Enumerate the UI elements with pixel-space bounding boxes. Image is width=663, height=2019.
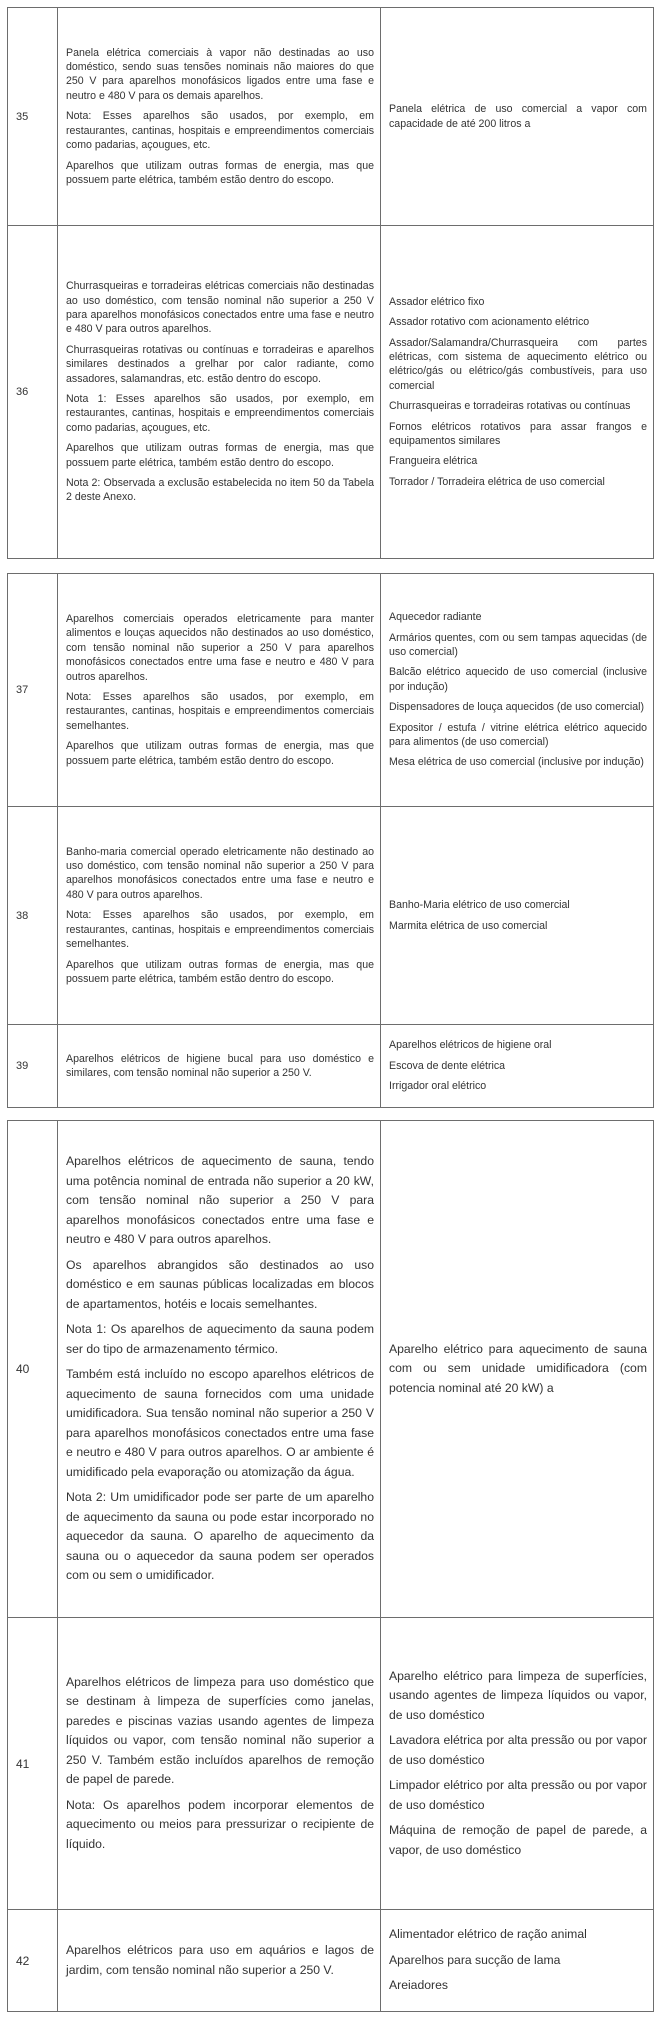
description-paragraph: Também está incluído no escopo aparelhos elétricos de aquecimento de sauna fornecidos com uma unidade umidificadora. Sua tensão nominal não superior a 250 V para aparelhos monofásicos conectados entre uma fase e neutro e 480 V para outros aparelhos. O ar ambiente é umidificado pela evaporação ou atomização da água. <box>66 1367 374 1479</box>
description-note: Nota 1: Os aparelhos de aquecimento da sauna podem ser do tipo de armazenamento térmico. <box>66 1322 374 1356</box>
item-description <box>58 1618 381 1909</box>
item-number: 35 <box>8 8 58 225</box>
product-entry: Marmita elétrica de uso comercial <box>389 919 548 932</box>
item-products <box>381 8 653 225</box>
item-number: 42 <box>8 1910 58 2011</box>
description-paragraph: Churrasqueiras rotativas ou contínuas e torradeiras e aparelhos similares destinados a grelhar por calor radiante, como assadores, salamandras, etc. estão dentro do escopo. <box>66 343 374 385</box>
description-note: Nota 2: Observada a exclusão estabelecida no item 50 da Tabela 2 deste Anexo. <box>66 477 374 504</box>
item-products <box>381 1618 653 1909</box>
description-note: Nota 1: Esses aparelhos são usados, por exemplo, em restaurantes, cantinas, hospitais e empreendimentos comerciais como padarias, açougues, etc. <box>66 393 374 434</box>
description-paragraph: Panela elétrica comerciais à vapor não destinadas ao uso doméstico, sendo suas tensões nominais não maiores do que 250 V para aparelhos monofásicos ligados entre uma fase e neutro e 480 V para os demais aparelhos. <box>66 46 374 102</box>
item-products <box>381 807 653 1024</box>
item-description <box>58 807 381 1024</box>
product-entry: Assador/Salamandra/Churrasqueira com partes elétricas, com sistema de aquecimento elétrico ou elétrico/gás ou elétrico/gás combustíveis, para uso comercial <box>389 336 647 392</box>
product-entry: Mesa elétrica de uso comercial (inclusive por indução) <box>389 756 644 769</box>
product-entry: Máquina de remoção de papel de parede, a vapor, de uso doméstico <box>389 1823 647 1857</box>
product-entry: Assador rotativo com acionamento elétrico <box>389 316 590 329</box>
table-block-2 <box>7 573 654 1108</box>
product-entry: Aparelhos elétricos de higiene oral <box>389 1039 552 1052</box>
item-products <box>381 1025 653 1107</box>
description-note: Nota: Os aparelhos podem incorporar elementos de aquecimento ou meios para pressurizar o recipiente de líquido. <box>66 1797 374 1851</box>
product-entry: Banho-Maria elétrico de uso comercial <box>389 899 570 912</box>
description-paragraph: Aparelhos elétricos de aquecimento de sauna, tendo uma potência nominal de entrada não superior a 20 kW, com tensão nominal não superior a 250 V para aparelhos monofásicos conectados entre uma fase e neutro e 480 V para outros aparelhos. <box>66 1154 374 1247</box>
item-number: 40 <box>8 1121 58 1617</box>
description-note: Nota: Esses aparelhos são usados, por exemplo, em restaurantes, cantinas, hospitais e empreendimentos comerciais semelhantes. <box>66 691 374 732</box>
table-row-38 <box>8 806 653 1024</box>
item-products <box>381 574 653 806</box>
item-description <box>58 1910 381 2011</box>
table-row-36 <box>8 225 653 558</box>
product-entry: Fornos elétricos rotativos para assar frangos e equipamentos similares <box>389 420 647 448</box>
product-entry: Limpador elétrico por alta pressão ou por vapor de uso doméstico <box>389 1778 647 1812</box>
description-paragraph: Os aparelhos abrangidos são destinados ao uso doméstico e em saunas públicas localizadas em blocos de apartamentos, hotéis e locais semelhantes. <box>66 1257 374 1311</box>
item-number: 38 <box>8 807 58 1024</box>
item-number: 37 <box>8 574 58 806</box>
description-paragraph: Aparelhos elétricos de limpeza para uso doméstico que se destinam à limpeza de superfícies como janelas, paredes e piscinas vazias usando agentes de limpeza líquidos ou vapor, com tensão nominal não superior a 250 V. Também estão incluídos aparelhos de remoção de papel de parede. <box>66 1674 374 1787</box>
description-paragraph: Aparelhos que utilizam outras formas de energia, mas que possuem parte elétrica, também estão dentro do escopo. <box>66 740 374 767</box>
description-paragraph: Aparelhos comerciais operados eletricamente para manter alimentos e louças aquecidos não destinados ao uso doméstico, com tensão nominal não superior a 250 V para aparelhos monofásicos conectados entre uma fase e neutro e 480 V para outros aparelhos. <box>66 612 374 683</box>
description-paragraph: Aparelhos elétricos para uso em aquários e lagos de jardim, com tensão nominal não superior a 250 V. <box>66 1943 374 1977</box>
description-note: Nota: Esses aparelhos são usados, por exemplo, em restaurantes, cantinas, hospitais e empreendimentos comerciais como padarias, açougues, etc. <box>66 110 374 152</box>
product-entry: Aparelhos para sucção de lama <box>389 1952 561 1967</box>
description-paragraph: Aparelhos que utilizam outras formas de energia, mas que possuem parte elétrica, também estão dentro do escopo. <box>66 159 374 186</box>
product-entry: Aquecedor radiante <box>389 611 482 624</box>
table-row-42 <box>8 1909 653 2011</box>
product-entry: Lavadora elétrica por alta pressão ou por vapor de uso doméstico <box>389 1733 647 1767</box>
item-number: 41 <box>8 1618 58 1909</box>
table-row-39 <box>8 1024 653 1107</box>
product-entry: Aparelho elétrico para limpeza de superfícies, usando agentes de limpeza líquidos ou vapor, de uso doméstico <box>389 1668 647 1722</box>
table-block-3 <box>7 1120 654 2012</box>
product-entry: Frangueira elétrica <box>389 455 478 468</box>
product-entry: Irrigador oral elétrico <box>389 1080 487 1093</box>
product-entry: Alimentador elétrico de ração animal <box>389 1927 587 1942</box>
item-number: 36 <box>8 226 58 558</box>
product-entry: Dispensadores de louça aquecidos (de uso comercial) <box>389 701 644 714</box>
item-description <box>58 226 381 558</box>
product-entry: Areiadores <box>389 1978 448 1993</box>
item-description <box>58 8 381 225</box>
table-row-37 <box>8 574 653 806</box>
product-entry: Balcão elétrico aquecido de uso comercial (inclusive por indução) <box>389 666 647 693</box>
description-paragraph: Churrasqueiras e torradeiras elétricas comerciais não destinadas ao uso doméstico, com tensão nominal não superior a 250 V para aparelhos monofásicos conectados entre uma fase e neutro e 480 V para outros aparelhos. <box>66 280 374 336</box>
table-row-40 <box>8 1121 653 1617</box>
description-paragraph: Aparelhos que utilizam outras formas de energia, mas que possuem parte elétrica, também estão dentro do escopo. <box>66 442 374 469</box>
description-paragraph: Aparelhos que utilizam outras formas de energia, mas que possuem parte elétrica, também estão dentro do escopo. <box>66 958 374 985</box>
table-block-1 <box>7 7 654 559</box>
table-row-41 <box>8 1617 653 1909</box>
item-number: 39 <box>8 1025 58 1107</box>
product-entry: Armários quentes, com ou sem tampas aquecidas (de uso comercial) <box>389 631 647 658</box>
description-paragraph: Aparelhos elétricos de higiene bucal para uso doméstico e similares, com tensão nominal não superior a 250 V. <box>66 1052 374 1079</box>
product-entry: Panela elétrica de uso comercial a vapor com capacidade de até 200 litros a <box>389 103 647 130</box>
product-entry: Escova de dente elétrica <box>389 1059 506 1072</box>
description-note: Nota 2: Um umidificador pode ser parte de um aparelho de aquecimento da sauna ou pode estar incorporado no aquecedor da sauna. O aparelho de aquecimento da sauna ou o aquecedor da sauna podem ser operados com ou sem o umidificador. <box>66 1490 374 1583</box>
item-description <box>58 1121 381 1617</box>
product-entry: Assador elétrico fixo <box>389 295 485 308</box>
description-paragraph: Banho-maria comercial operado eletricamente não destinado ao uso doméstico, com tensão nominal não superior a 250 V para aparelhos monofásicos conectados entre uma fase e neutro e 480 V para outros aparelhos. <box>66 845 374 901</box>
table-row-35 <box>8 8 653 225</box>
item-products <box>381 1910 653 2011</box>
item-description <box>58 1025 381 1107</box>
product-entry: Expositor / estufa / vitrine elétrica elétrico aquecido para alimentos (de uso comercial) <box>389 721 647 749</box>
product-entry: Torrador / Torradeira elétrica de uso comercial <box>389 475 605 488</box>
item-description <box>58 574 381 806</box>
item-products <box>381 1121 653 1617</box>
product-entry: Aparelho elétrico para aquecimento de sauna com ou sem unidade umidificadora (com potencia nominal até 20 kW) a <box>389 1341 647 1395</box>
description-note: Nota: Esses aparelhos são usados, por exemplo, em restaurantes, cantinas, hospitais e empreendimentos comerciais semelhantes. <box>66 909 374 951</box>
item-products <box>381 226 653 558</box>
product-entry: Churrasqueiras e torradeiras rotativas ou contínuas <box>389 400 631 413</box>
